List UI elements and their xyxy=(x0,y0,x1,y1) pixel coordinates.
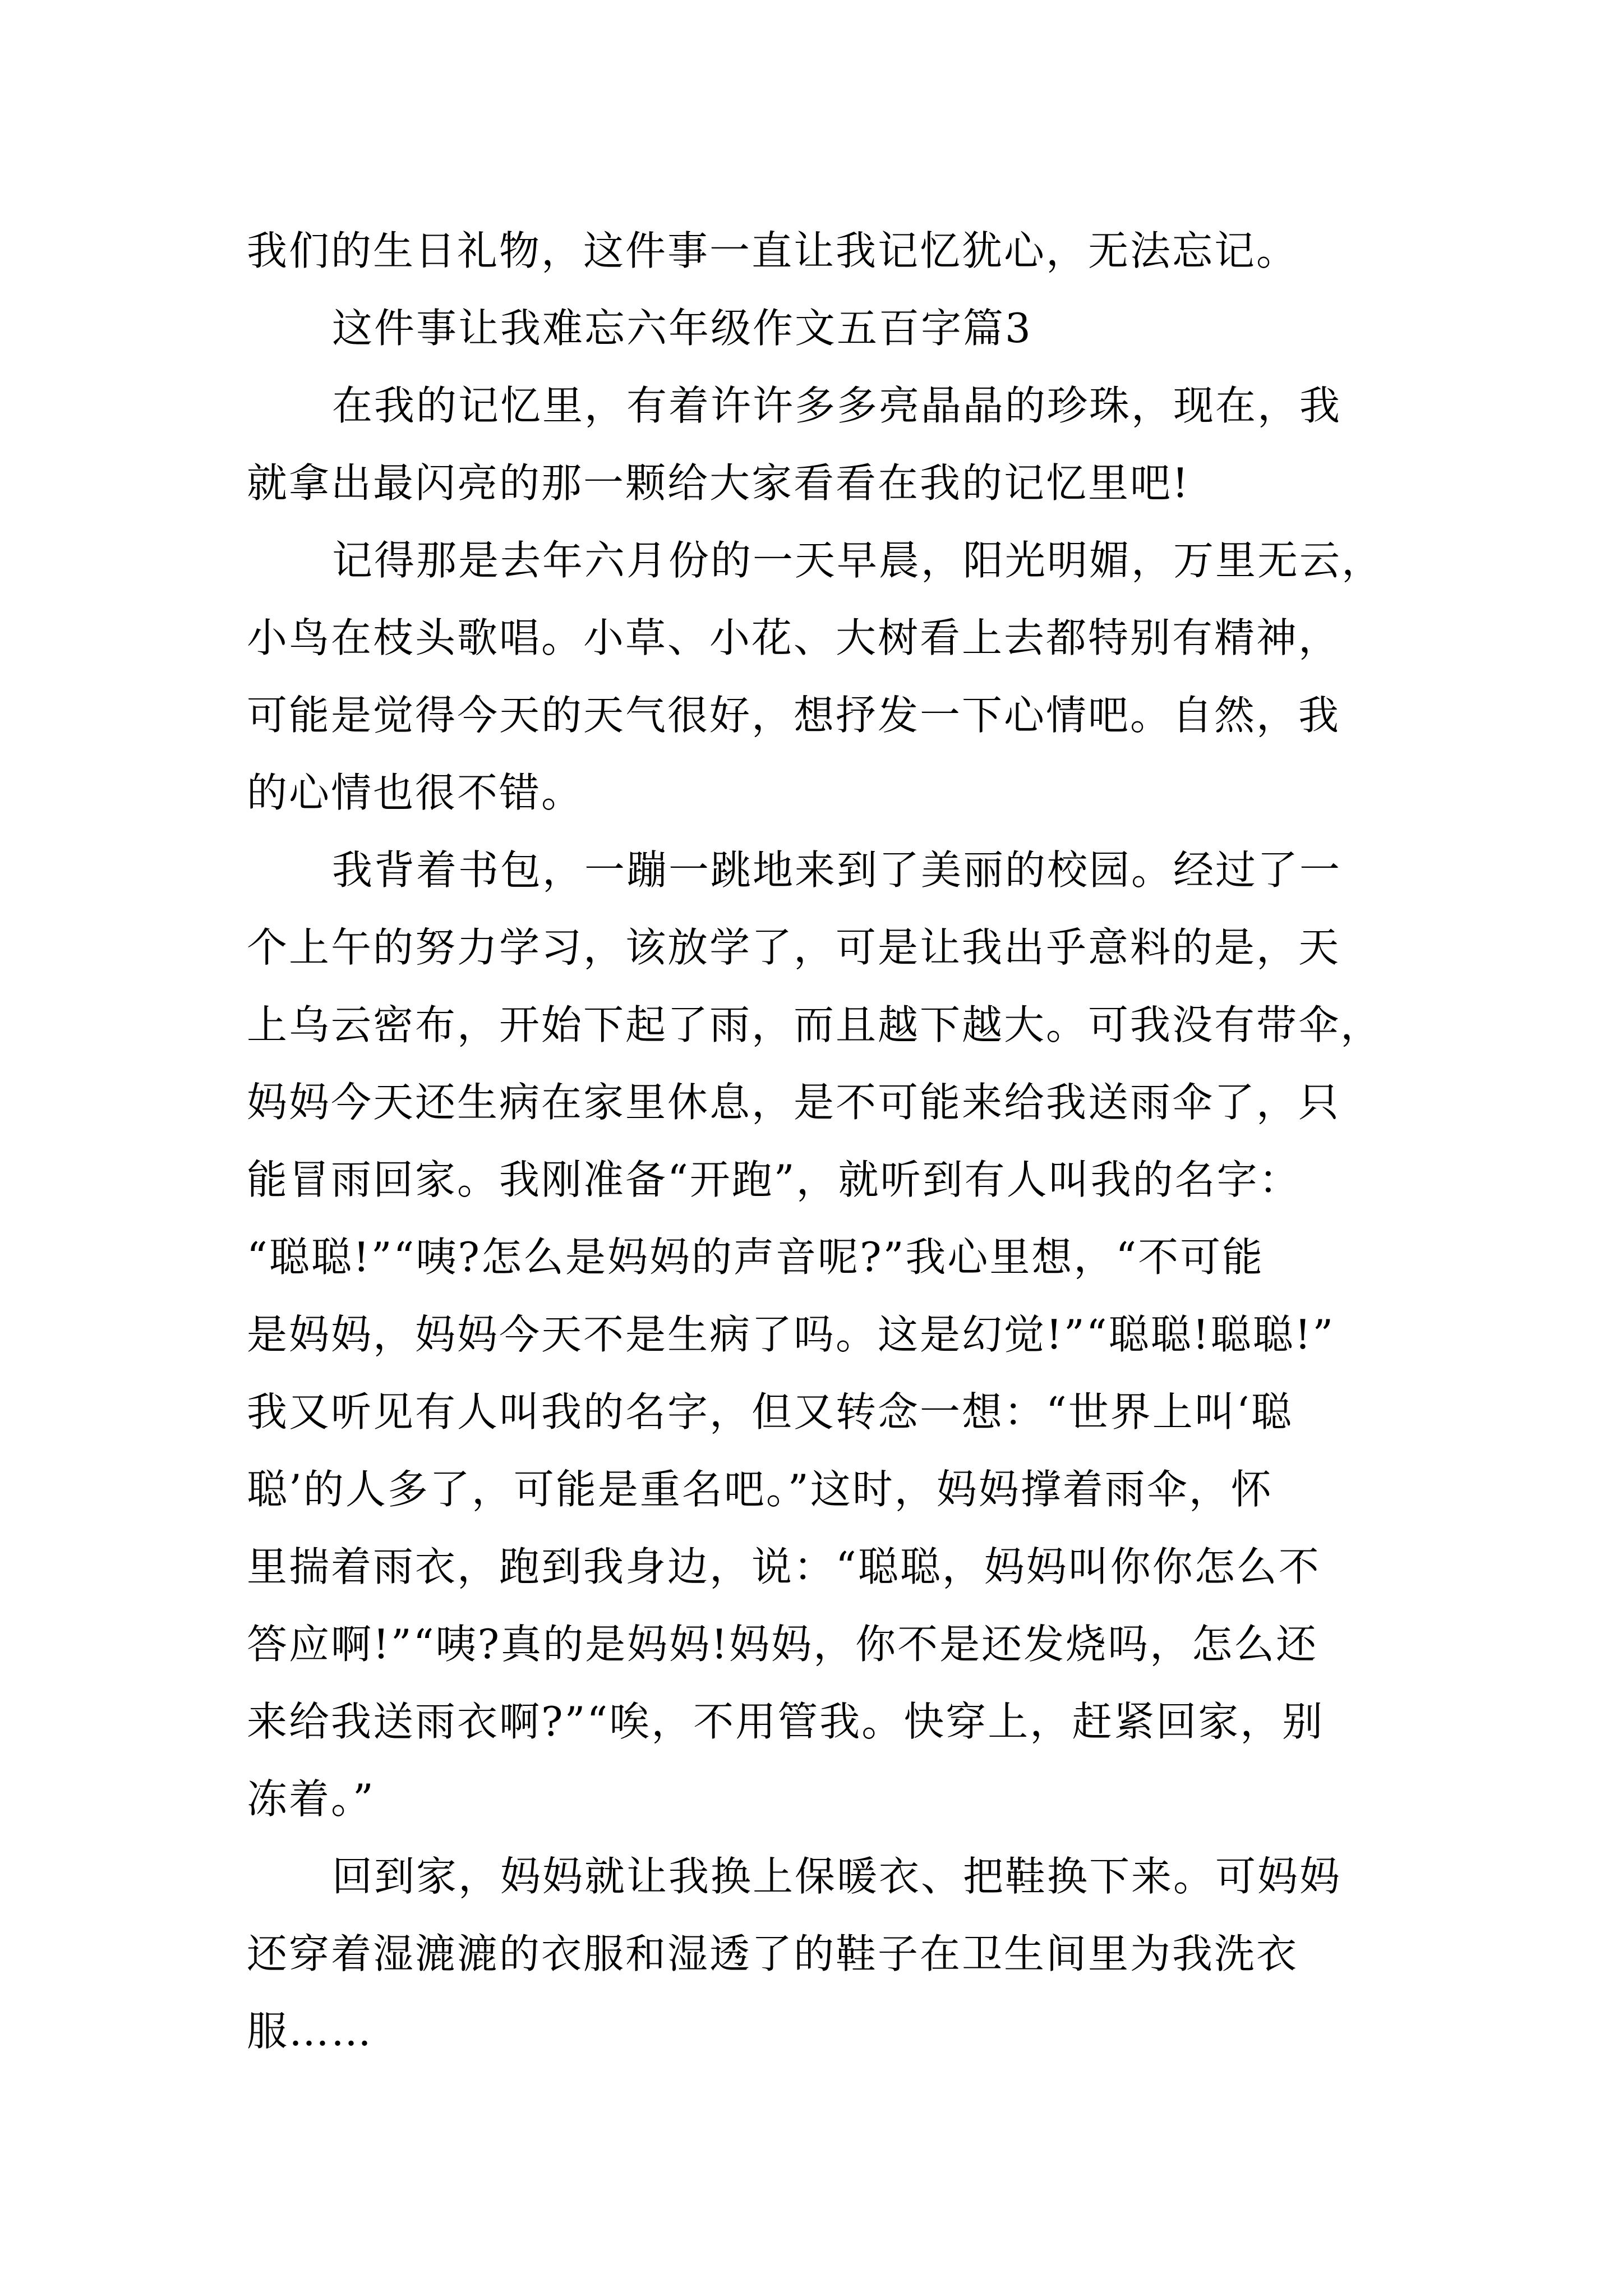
text-line: 冻着。” xyxy=(247,1775,375,1823)
text-line: 还穿着湿漉漉的衣服和湿透了的鞋子在卫生间里为我洗衣 xyxy=(247,1930,1299,1977)
text-line: 妈妈今天还生病在家里休息，是不可能来给我送雨伞了，只 xyxy=(247,1079,1341,1126)
article-body xyxy=(247,212,1408,2070)
text-line: 我又听见有人叫我的名字，但又转念一想：“世界上叫‘聪 xyxy=(247,1388,1293,1435)
text-line: 服…… xyxy=(247,2008,374,2055)
text-line: 个上午的努力学习，该放学了，可是让我出乎意料的是，天 xyxy=(247,924,1341,971)
text-line: 小鸟在枝头歌唱。小草、小花、大树看上去都特别有精神， xyxy=(247,614,1341,661)
text-line: 记得那是去年六月份的一天早晨，阳光明媚，万里无云， xyxy=(332,537,1384,584)
text-line: 是妈妈，妈妈今天不是生病了吗。这是幻觉!”“聪聪!聪聪!” xyxy=(247,1311,1335,1358)
text-line: 上乌云密布，开始下起了雨，而且越下越大。可我没有带伞， xyxy=(247,1001,1383,1048)
text-line: 回到家，妈妈就让我换上保暖衣、把鞋换下来。可妈妈 xyxy=(332,1853,1342,1900)
text-line: 在我的记忆里，有着许许多多亮晶晶的珍珠，现在，我 xyxy=(332,382,1342,429)
text-line: 可能是觉得今天的天气很好，想抒发一下心情吧。自然，我 xyxy=(247,692,1341,739)
text-line: 答应啊!”“咦?真的是妈妈!妈妈，你不是还发烧吗，怎么还 xyxy=(247,1621,1318,1668)
text-line: “聪聪!”“咦?怎么是妈妈的声音呢?”我心里想，“不可能 xyxy=(247,1234,1265,1281)
text-line: 的心情也很不错。 xyxy=(247,769,584,816)
text-line: 我们的生日礼物，这件事一直让我记忆犹心，无法忘记。 xyxy=(247,227,1299,274)
text-line: 来给我送雨衣啊?”“唉，不用管我。快穿上，赶紧回家，别 xyxy=(247,1698,1325,1745)
text-line: 我背着书包，一蹦一跳地来到了美丽的校园。经过了一 xyxy=(332,846,1342,894)
text-line: 能冒雨回家。我刚准备“开跑”，就听到有人叫我的名字： xyxy=(247,1156,1301,1203)
text-line: 里揣着雨衣，跑到我身边，说：“聪聪，妈妈叫你你怎么不 xyxy=(247,1543,1321,1590)
text-line: 聪’的人多了，可能是重名吧。”这时，妈妈撑着雨伞，怀 xyxy=(247,1466,1273,1513)
section-heading: 这件事让我难忘六年级作文五百字篇3 xyxy=(332,305,1032,352)
text-line: 就拿出最闪亮的那一颗给大家看看在我的记忆里吧! xyxy=(247,459,1190,507)
